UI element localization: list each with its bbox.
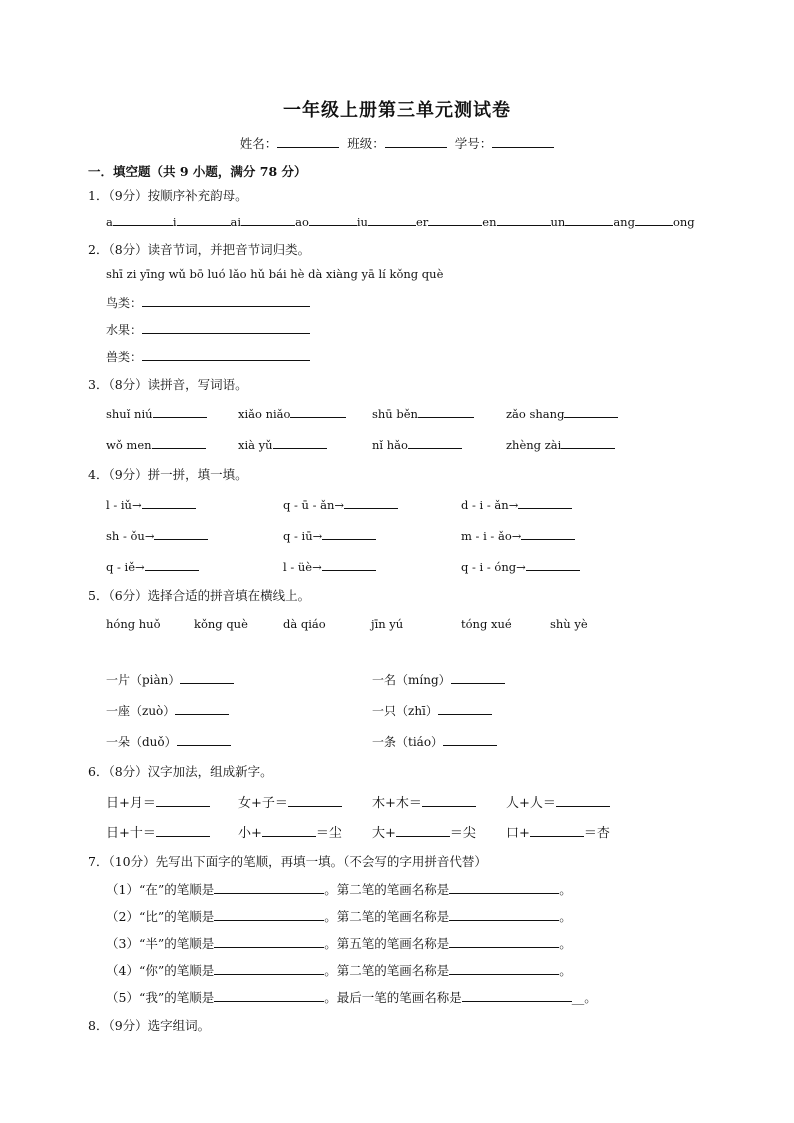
answer-blank[interactable] (113, 213, 173, 226)
spell-text: sh - ǒu→ (106, 529, 155, 543)
answer-blank[interactable] (556, 794, 610, 807)
answer-blank[interactable] (180, 671, 234, 684)
class-label: 班级： (347, 136, 385, 151)
pinyin-text: zhèng zài (506, 438, 562, 452)
pinyin-text: wǒ men (106, 438, 152, 452)
pinyin-text: zǎo shang (506, 407, 565, 421)
char-add-result: ＝杏 (583, 826, 610, 841)
spell-text: d - i - ǎn→ (461, 498, 519, 512)
name-label: 姓名： (239, 136, 278, 151)
answer-blank[interactable] (214, 935, 324, 948)
answer-blank[interactable] (273, 436, 327, 449)
answer-blank[interactable] (561, 436, 615, 449)
answer-blank[interactable] (564, 405, 618, 418)
answer-blank[interactable] (518, 496, 572, 509)
spell-text: q - ū - ǎn→ (283, 498, 345, 512)
pinyin-item (106, 405, 207, 421)
measure-text: 一座（zuò） (106, 704, 176, 718)
vowel-item: ang (613, 215, 635, 229)
measure-item (106, 702, 229, 719)
spell-text: q - i - óng→ (461, 560, 526, 574)
answer-blank[interactable] (449, 962, 559, 975)
measure-item (372, 702, 492, 719)
pinyin-item (372, 405, 474, 421)
char-add-item (106, 792, 210, 811)
answer-blank[interactable] (262, 824, 316, 837)
answer-blank[interactable] (462, 989, 572, 1002)
measure-text: 一片（piàn） (106, 673, 181, 687)
answer-blank[interactable] (156, 824, 210, 837)
pinyin-item (506, 436, 615, 452)
vowel-item: ai (230, 215, 242, 229)
pinyin-item (106, 436, 206, 452)
stroke-prompt: （3）“半”的笔顺是 (106, 936, 215, 951)
answer-blank[interactable] (521, 527, 575, 540)
spell-item (283, 527, 376, 543)
spell-item (106, 527, 208, 543)
stroke-prompt: 。第二笔的笔画名称是 (324, 963, 450, 978)
spell-text: q - iū→ (283, 529, 323, 543)
measure-item (372, 733, 497, 750)
char-add-text: 大+ (372, 826, 396, 841)
char-add-item (106, 822, 210, 841)
vowel-item: iu (356, 215, 368, 229)
vowel-item: en (482, 215, 497, 229)
answer-blank[interactable] (142, 294, 310, 307)
stroke-prompt: （4）“你”的笔顺是 (106, 963, 215, 978)
category-fruit-row (106, 321, 310, 338)
char-add-text: 日+十＝ (106, 826, 156, 841)
char-add-text: 女+子＝ (238, 796, 288, 811)
measure-text: 一名（míng） (372, 673, 451, 687)
stroke-prompt: （5）“我”的笔顺是 (106, 990, 215, 1005)
char-add-text: 日+月＝ (106, 796, 156, 811)
answer-blank[interactable] (145, 558, 199, 571)
answer-blank[interactable] (418, 405, 474, 418)
char-add-item (238, 822, 342, 841)
answer-blank[interactable] (142, 496, 196, 509)
answer-blank[interactable] (497, 213, 551, 226)
category-fruit-label: 水果： (106, 323, 143, 337)
char-add-text: 人+人＝ (506, 796, 556, 811)
answer-blank[interactable] (449, 881, 559, 894)
stroke-item (106, 961, 572, 979)
stroke-prompt: 。第五笔的笔画名称是 (324, 936, 450, 951)
pinyin-option: jīn yú (371, 617, 404, 631)
pinyin-text: xià yǔ (238, 438, 273, 452)
answer-blank[interactable] (344, 496, 398, 509)
measure-text: 一只（zhī） (372, 704, 438, 718)
stroke-end: 。 (559, 909, 572, 924)
stroke-prompt: 。最后一笔的笔画名称是 (324, 990, 462, 1005)
answer-blank[interactable] (438, 702, 492, 715)
answer-blank[interactable] (443, 733, 497, 746)
answer-blank[interactable] (368, 213, 416, 226)
answer-blank[interactable] (396, 824, 450, 837)
question-5-label: 5．（6分）选择合适的拼音填在横线上。 (88, 588, 311, 603)
answer-blank[interactable] (156, 794, 210, 807)
answer-blank[interactable] (449, 908, 559, 921)
answer-blank[interactable] (309, 213, 357, 226)
name-blank[interactable] (277, 135, 339, 148)
vowel-item: ong (672, 215, 695, 229)
answer-blank[interactable] (175, 702, 229, 715)
pinyin-option: dà qiáo (283, 617, 326, 631)
stroke-item (106, 880, 572, 898)
stroke-prompt: 。第二笔的笔画名称是 (324, 882, 450, 897)
stroke-prompt: （2）“比”的笔顺是 (106, 909, 215, 924)
char-add-item (372, 792, 476, 811)
answer-blank[interactable] (214, 881, 324, 894)
student-info-line (0, 134, 794, 152)
answer-blank[interactable] (526, 558, 580, 571)
char-add-text: 口+ (506, 826, 530, 841)
char-add-item (238, 792, 342, 811)
pinyin-option: hóng huǒ (106, 617, 161, 631)
answer-blank[interactable] (408, 436, 462, 449)
spell-text: m - i - ǎo→ (461, 529, 522, 543)
answer-blank[interactable] (288, 794, 342, 807)
stroke-item (106, 988, 597, 1006)
answer-blank[interactable] (153, 405, 207, 418)
char-add-text: 木+木＝ (372, 796, 422, 811)
id-label: 学号： (454, 136, 493, 151)
page-title: 一年级上册第三单元测试卷 (283, 100, 511, 121)
stroke-end: 。 (559, 936, 572, 951)
stroke-item (106, 907, 572, 925)
measure-text: 一朵（duǒ） (106, 735, 177, 749)
answer-blank[interactable] (214, 989, 324, 1002)
section-heading: 一．填空题（共 9 小题，满分 78 分） (88, 164, 307, 179)
answer-blank[interactable] (635, 213, 673, 226)
answer-blank[interactable] (422, 794, 476, 807)
answer-blank[interactable] (428, 213, 482, 226)
measure-item (106, 671, 234, 688)
spell-item (106, 496, 196, 512)
question-6-label: 6．（8分）汉字加法，组成新字。 (88, 764, 273, 779)
answer-blank[interactable] (154, 527, 208, 540)
stroke-end: 。 (559, 963, 572, 978)
answer-blank[interactable] (451, 671, 505, 684)
spell-item (283, 558, 376, 574)
stroke-end: 。 (559, 882, 572, 897)
answer-blank[interactable] (152, 436, 206, 449)
stroke-item (106, 934, 572, 952)
stroke-end: __。 (571, 990, 597, 1005)
question-4-label: 4．（9分）拼一拼，填一填。 (88, 467, 248, 482)
answer-blank[interactable] (214, 908, 324, 921)
answer-blank[interactable] (449, 935, 559, 948)
pinyin-text: shū běn (372, 407, 418, 421)
measure-item (106, 733, 231, 750)
stroke-prompt: （1）“在”的笔顺是 (106, 882, 215, 897)
question-3-label: 3．（8分）读拼音，写词语。 (88, 377, 248, 392)
spell-text: l - iǔ→ (106, 498, 142, 512)
char-add-text: 小+ (238, 826, 262, 841)
answer-blank[interactable] (177, 213, 231, 226)
pinyin-text: xiǎo niǎo (238, 407, 291, 421)
pinyin-option: shù yè (550, 617, 588, 631)
answer-blank[interactable] (565, 213, 613, 226)
question-7-label: 7．（10分）先写出下面字的笔顺，再填一填。（不会写的字用拼音代替） (88, 854, 487, 869)
question-1-label: 1．（9分）按顺序补充韵母。 (88, 188, 248, 203)
char-add-result: ＝尖 (449, 826, 476, 841)
spell-item (283, 496, 398, 512)
char-add-result: ＝尘 (315, 826, 342, 841)
category-beast-label: 兽类： (106, 350, 143, 364)
vowel-item: er (415, 215, 429, 229)
vowel-item: i (172, 215, 177, 229)
spell-item (461, 527, 575, 543)
answer-blank[interactable] (142, 321, 310, 334)
answer-blank[interactable] (322, 527, 376, 540)
pinyin-item (238, 436, 327, 452)
spell-item (106, 558, 199, 574)
answer-blank[interactable] (142, 348, 310, 361)
vowel-item: a (106, 215, 113, 229)
char-add-item (506, 792, 610, 811)
spell-item (461, 496, 572, 512)
stroke-prompt: 。第二笔的笔画名称是 (324, 909, 450, 924)
spell-item (461, 558, 580, 574)
question-1-sequence (106, 213, 695, 229)
char-add-item (506, 822, 610, 841)
pinyin-item (506, 405, 618, 421)
category-beast-row (106, 348, 310, 365)
pinyin-text: nǐ hǎo (372, 438, 408, 452)
category-bird-row (106, 294, 310, 311)
answer-blank[interactable] (214, 962, 324, 975)
answer-blank[interactable] (177, 733, 231, 746)
vowel-item: ao (295, 215, 309, 229)
answer-blank[interactable] (530, 824, 584, 837)
category-bird-label: 鸟类： (106, 296, 143, 310)
question-2-words: shī zi yīng wǔ bō luó lǎo hǔ bái hè dà xiàng yā lí kǒng què (106, 267, 444, 281)
pinyin-text: shuǐ niú (106, 407, 153, 421)
class-blank[interactable] (385, 135, 447, 148)
answer-blank[interactable] (241, 213, 295, 226)
answer-blank[interactable] (290, 405, 346, 418)
measure-text: 一条（tiáo） (372, 735, 444, 749)
measure-item (372, 671, 505, 688)
question-8-label: 8．（9分）选字组词。 (88, 1018, 211, 1033)
char-add-item (372, 822, 476, 841)
spell-text: q - iě→ (106, 560, 145, 574)
pinyin-option: kǒng què (194, 617, 248, 631)
pinyin-item (372, 436, 462, 452)
spell-text: l - üè→ (283, 560, 322, 574)
question-2-label: 2．（8分）读音节词，并把音节词归类。 (88, 242, 311, 257)
pinyin-option: tóng xué (461, 617, 512, 631)
id-blank[interactable] (492, 135, 554, 148)
pinyin-item (238, 405, 346, 421)
answer-blank[interactable] (322, 558, 376, 571)
vowel-item: un (550, 215, 566, 229)
